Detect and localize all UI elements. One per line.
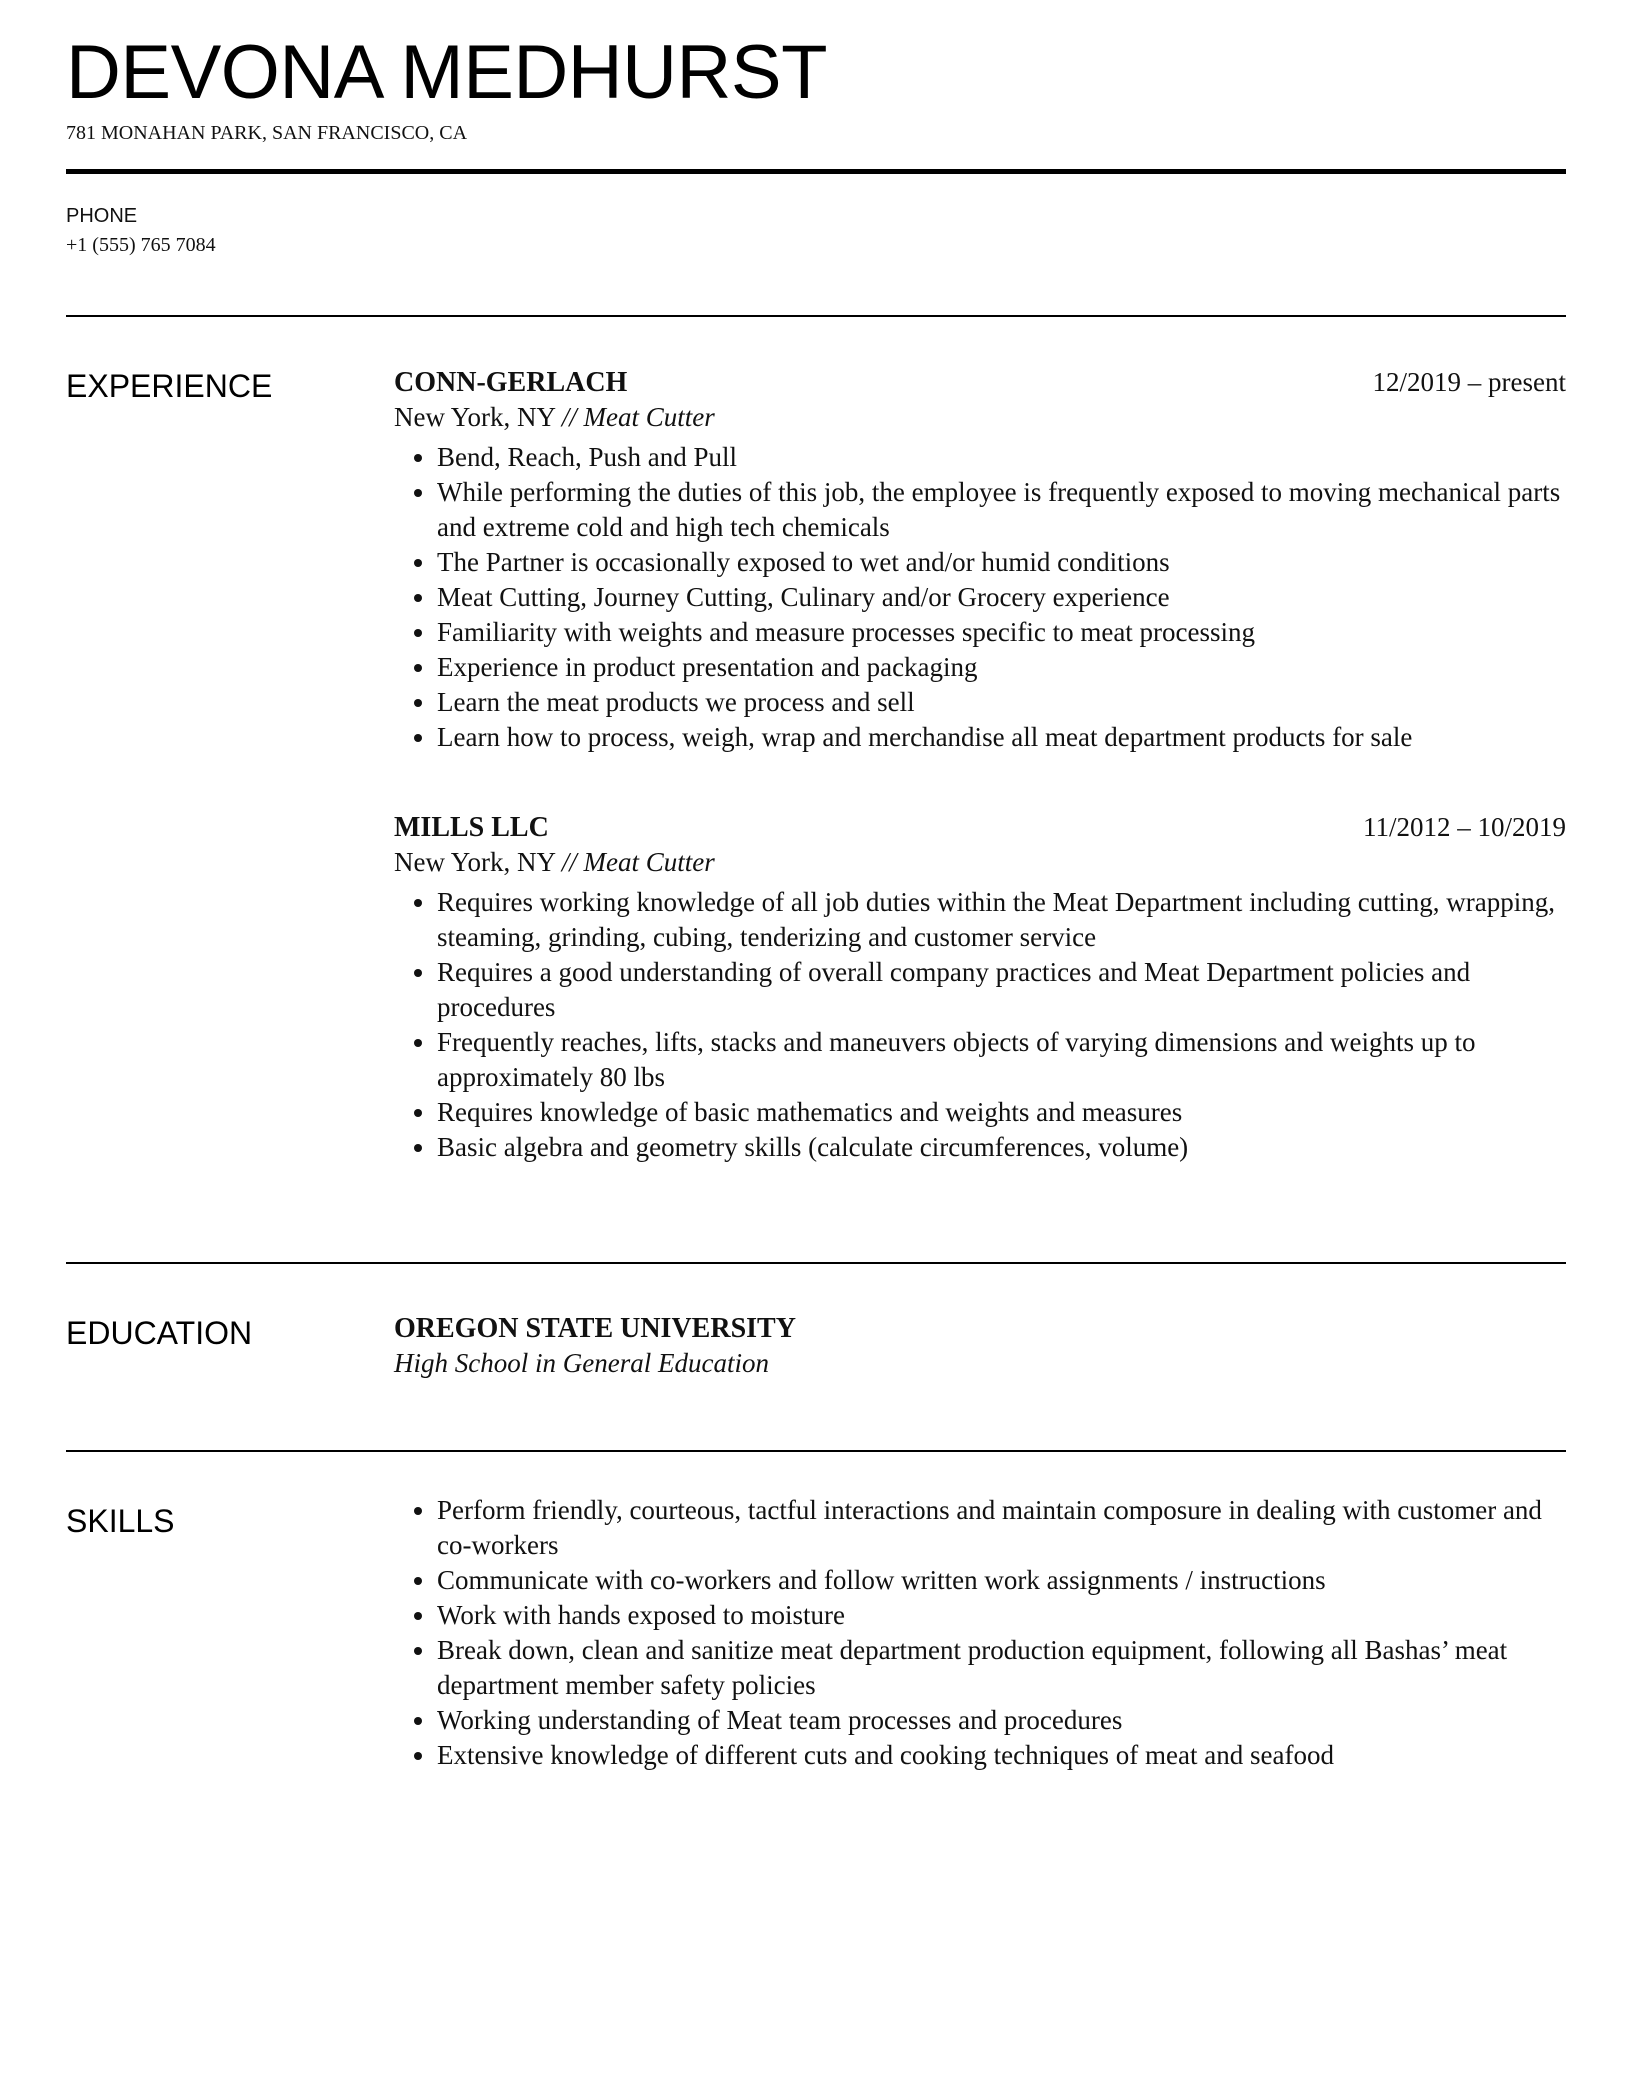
skills-heading: SKILLS — [66, 1503, 175, 1539]
degree: High School in General Education — [394, 1348, 769, 1378]
education-content — [394, 1311, 1566, 1381]
list-item: • The Partner is occasionally exposed to wet and/or humid conditions — [437, 545, 1566, 580]
list-item: • Requires working knowledge of all job duties within the Meat Department including cutting, wrapping, steaming, grinding, cubing, tenderizing and customer service — [437, 885, 1566, 955]
job-entry — [394, 810, 1566, 1165]
list-item: • Basic algebra and geometry skills (calculate circumferences, volume) — [437, 1130, 1566, 1165]
list-item: • Perform friendly, courteous, tactful interactions and maintain composure in dealing with customer and co-workers — [437, 1493, 1566, 1563]
job-role: Meat Cutter — [583, 847, 715, 877]
list-item: • Communicate with co-workers and follow written work assignments / instructions — [437, 1563, 1566, 1598]
list-item: • Meat Cutting, Journey Cutting, Culinary and/or Grocery experience — [437, 580, 1566, 615]
job-header — [394, 365, 1566, 400]
list-item: • Learn how to process, weigh, wrap and merchandise all meat department products for sale — [437, 720, 1566, 755]
list-item: • Learn the meat products we process and sell — [437, 685, 1566, 720]
list-item: • Bend, Reach, Push and Pull — [437, 440, 1566, 475]
job-location-role — [394, 400, 1566, 435]
list-item: • Working understanding of Meat team processes and procedures — [437, 1703, 1566, 1738]
job-role: Meat Cutter — [583, 402, 715, 432]
education-heading: EDUCATION — [66, 1315, 253, 1351]
job-location-role — [394, 845, 1566, 880]
list-item: • Frequently reaches, lifts, stacks and maneuvers objects of varying dimensions and weights up to approximately 80 lbs — [437, 1025, 1566, 1095]
role-separator: // — [561, 847, 577, 877]
job-dates: 12/2019 – present — [1372, 367, 1566, 397]
skills-list — [394, 1493, 1566, 1773]
job-location: New York, NY — [394, 847, 556, 877]
section-divider — [66, 1450, 1566, 1452]
role-separator: // — [561, 402, 577, 432]
list-item: • Break down, clean and sanitize meat department production equipment, following all Bashas’ meat department member safety policies — [437, 1633, 1566, 1703]
job-entry — [394, 365, 1566, 755]
header-divider — [66, 169, 1566, 174]
candidate-name: DEVONA MEDHURST — [66, 30, 828, 115]
list-item: • Familiarity with weights and measure processes specific to meat processing — [437, 615, 1566, 650]
list-item: • Requires knowledge of basic mathematics and weights and measures — [437, 1095, 1566, 1130]
job-dates: 11/2012 – 10/2019 — [1362, 812, 1566, 842]
job-bullets — [394, 885, 1566, 1165]
job-bullets — [394, 440, 1566, 755]
list-item: • Extensive knowledge of different cuts and cooking techniques of meat and seafood — [437, 1738, 1566, 1773]
experience-content — [394, 365, 1566, 1220]
candidate-address: 781 MONAHAN PARK, SAN FRANCISCO, CA — [66, 122, 468, 144]
list-item: • Requires a good understanding of overall company practices and Meat Department policies and procedures — [437, 955, 1566, 1025]
phone-number: +1 (555) 765 7084 — [66, 234, 216, 256]
school-name: OREGON STATE UNIVERSITY — [394, 1313, 796, 1344]
list-item: • Work with hands exposed to moisture — [437, 1598, 1566, 1633]
company-name: CONN-GERLACH — [394, 367, 628, 398]
job-location: New York, NY — [394, 402, 556, 432]
section-divider — [66, 315, 1566, 317]
company-name: MILLS LLC — [394, 812, 549, 843]
job-header — [394, 810, 1566, 845]
skills-content — [394, 1493, 1566, 1773]
list-item: • Experience in product presentation and packaging — [437, 650, 1566, 685]
phone-label: PHONE — [66, 205, 138, 227]
section-divider — [66, 1262, 1566, 1264]
experience-heading: EXPERIENCE — [66, 368, 273, 404]
list-item: • While performing the duties of this job, the employee is frequently exposed to moving mechanical parts and extreme cold and high tech chemicals — [437, 475, 1566, 545]
